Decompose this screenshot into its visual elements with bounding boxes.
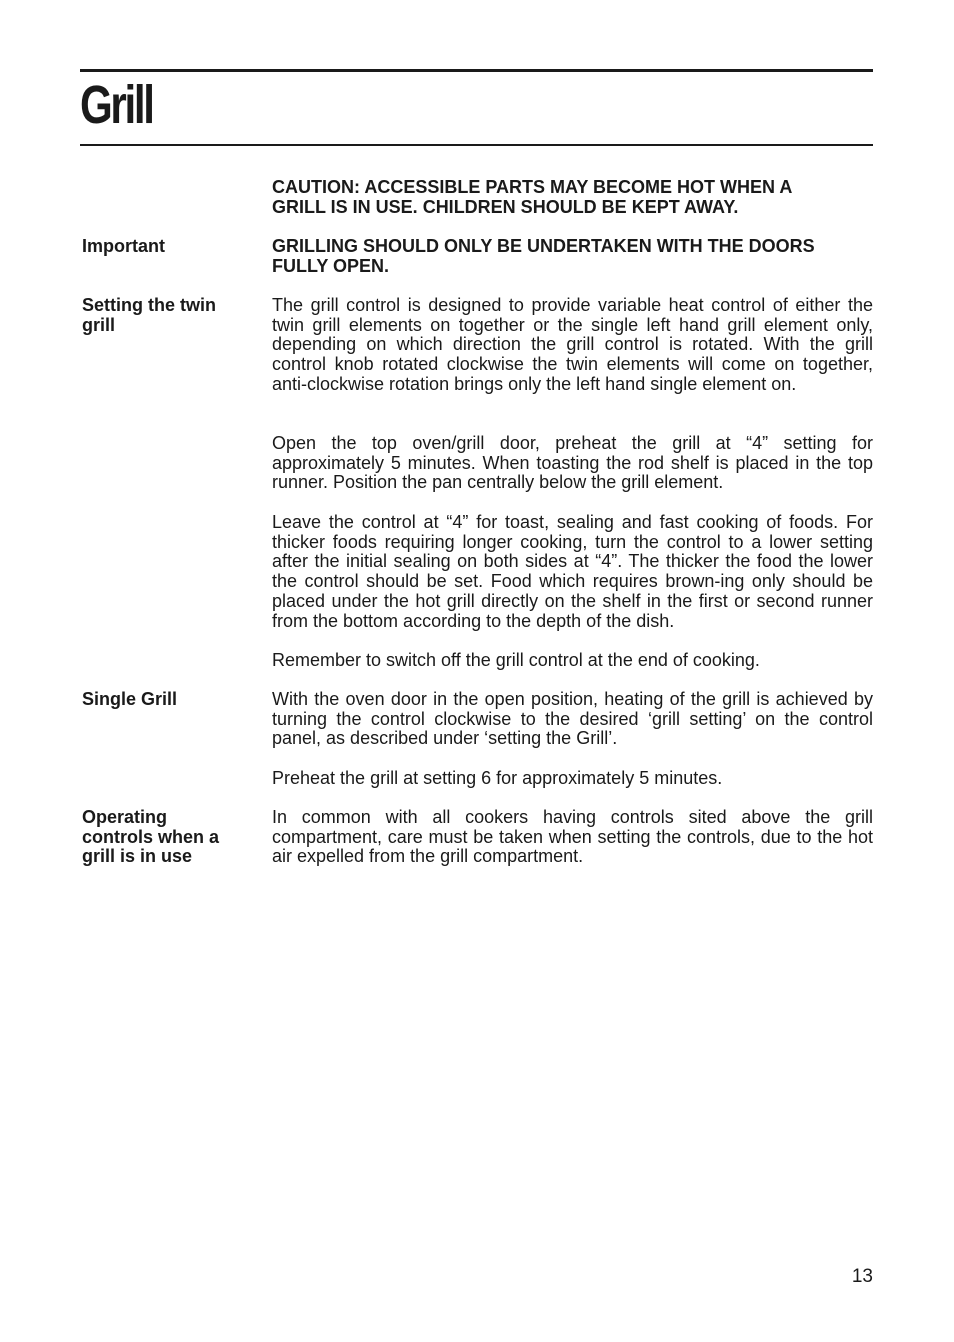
section-label-single-grill: Single Grill [82, 689, 178, 709]
single-grill-paragraph: With the oven door in the open position, heating of the grill is achieved by turning the control clockwise to the desired ‘grill setting’ on the control panel, as described under ‘setting the Grill’. [272, 689, 873, 749]
single-grill-paragraph: Preheat the grill at setting 6 for approximately 5 minutes. [272, 768, 723, 788]
important-notice: GRILLING SHOULD ONLY BE UNDERTAKEN WITH THE DOORS FULLY OPEN. [272, 236, 815, 276]
twin-grill-paragraph: The grill control is designed to provide variable heat control of either the twin grill elements on together or the single left hand grill element only, depending on which direction the grill control is rotated. With the grill control knob rotated clockwise the twin elements will come on together, anti-clockwise rotation brings only the left hand single element on. [272, 295, 873, 394]
twin-grill-paragraph: Open the top oven/grill door, preheat the grill at “4” setting for approximately 5 minutes. When toasting the rod shelf is placed in the top runner. Position the pan centrally below the grill element. [272, 433, 873, 493]
twin-grill-paragraph: Remember to switch off the grill control at the end of cooking. [272, 650, 760, 670]
section-label-important: Important [82, 236, 165, 256]
operating-controls-paragraph: In common with all cookers having controls sited above the grill compartment, care must be taken when setting the controls, due to the hot air expelled from the grill compartment. [272, 807, 873, 867]
top-rule [80, 69, 873, 72]
section-label-operating-controls: Operating controls when a grill is in use [82, 807, 220, 867]
section-label-twin-grill: Setting the twin grill [82, 295, 216, 335]
title-rule [80, 144, 873, 146]
twin-grill-paragraph: Leave the control at “4” for toast, sealing and fast cooking of foods. For thicker foods requiring longer cooking, turn the control to a lower setting after the initial sealing on both sides at “4”. The thicker the food the lower the control should be set. Food which requires brown-ing only should be placed under the hot grill directly on the shelf in the first or second runner from the bottom according to the depth of the dish. [272, 512, 873, 631]
page-title: Grill [80, 75, 153, 135]
caution-notice: CAUTION: ACCESSIBLE PARTS MAY BECOME HOT WHEN A GRILL IS IN USE. CHILDREN SHOULD BE KEPT AWAY. [272, 177, 792, 217]
page-number: 13 [851, 1266, 873, 1287]
